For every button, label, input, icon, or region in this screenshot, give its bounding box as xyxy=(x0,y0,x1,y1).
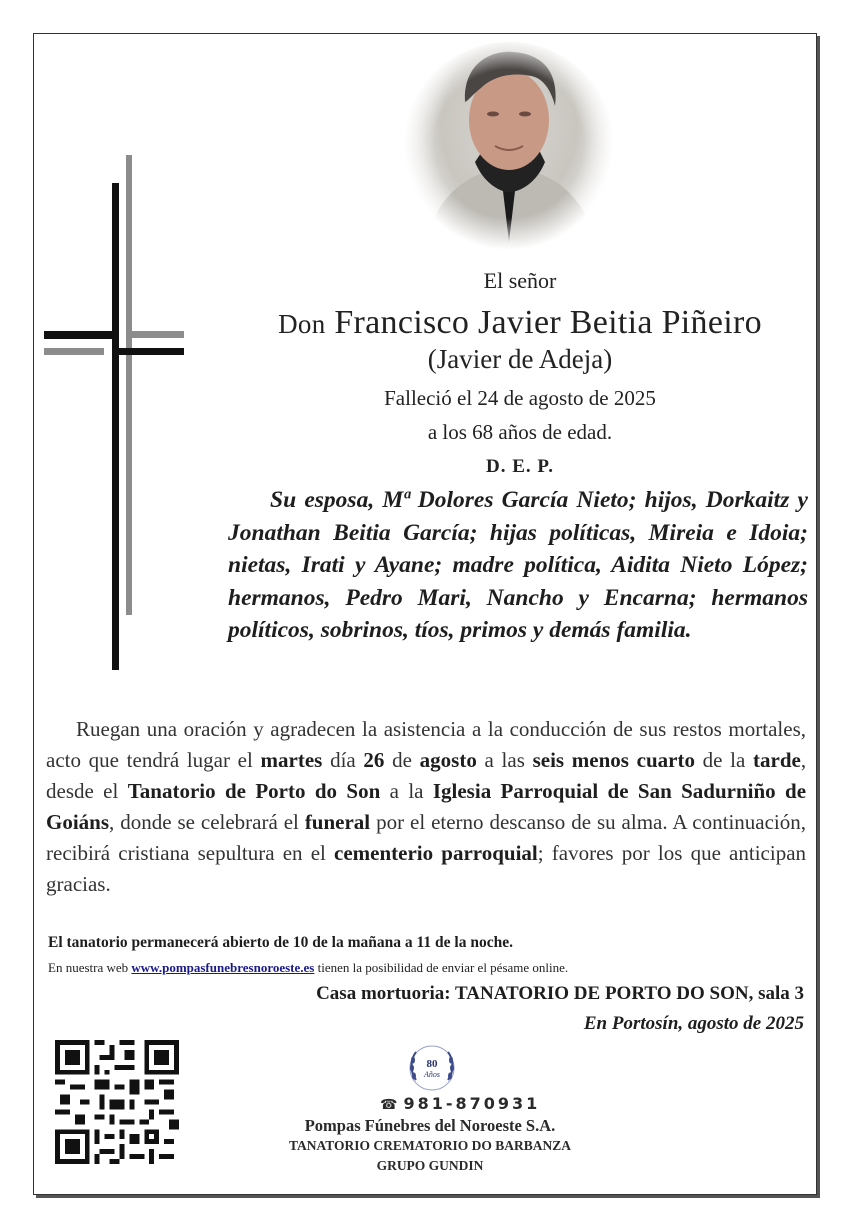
portrait-photo xyxy=(403,42,615,254)
ceremony-day: martes xyxy=(260,748,323,772)
cross-light-arm-right xyxy=(128,331,184,338)
body-text: Ruegan una oración y agradecen la asistencia a la conducción de sus restos mortales, acto que tendrá lugar el xyxy=(46,717,806,772)
cross-light-arm-left xyxy=(44,348,104,355)
ceremony-date-number: 26 xyxy=(363,748,385,772)
place-and-date: En Portosín, agosto de 2025 xyxy=(583,1013,804,1034)
web-suffix: tienen la posibilidad de enviar el pésame online. xyxy=(317,960,569,975)
contact-phone xyxy=(380,1094,540,1113)
ceremony-origin: Tanatorio de Porto do Son xyxy=(127,779,381,803)
body-text: día xyxy=(330,748,356,772)
body-text: a la xyxy=(389,779,424,803)
cross-dark-vertical xyxy=(112,183,119,670)
ceremony-month: agosto xyxy=(419,748,477,772)
website-link[interactable]: www.pompasfunebresnoroeste.es xyxy=(131,960,315,975)
body-text: , donde se celebrará el xyxy=(109,810,299,834)
company-group: GRUPO GUNDIN xyxy=(376,1158,484,1173)
cross-light-vertical xyxy=(126,155,132,615)
name-prefix: Don xyxy=(278,309,326,339)
anniversary-seal xyxy=(404,1040,460,1096)
qr-code[interactable] xyxy=(55,1040,179,1164)
body-text: por el eterno descanso de su alma. A continuación, recibirá cristiana sepultura en el xyxy=(46,810,807,865)
opening-hours: El tanatorio permanecerá abierto de 10 de la mañana a 11 de la noche. xyxy=(48,934,513,951)
web-prefix: En nuestra web xyxy=(48,960,129,975)
rip-abbreviation: D. E. P. xyxy=(485,456,554,477)
family-list: Su esposa, Mª Dolores García Nieto; hijos, Dorkaitz y Jonathan Beitia García; hijas políticas, Mireia e Idoia; nietas, Irati y Ayane; madre política, Aidita Nieto López; hermanos, Pedro Mari, Nancho y Encarna; hermanos políticos, sobrinos, tíos, primos y demás familia. xyxy=(228,487,808,643)
seal-word: Años xyxy=(424,1070,440,1079)
nickname: (Javier de Adeja) xyxy=(427,344,613,374)
ceremony-paragraph xyxy=(46,714,806,900)
cross-icon xyxy=(44,155,184,670)
death-date: Falleció el 24 de agosto de 2025 xyxy=(384,386,656,410)
body-text: , desde el xyxy=(46,748,807,803)
body-text: de xyxy=(392,748,412,772)
honorific: El señor xyxy=(483,268,557,293)
full-name: Francisco Javier Beitia Piñeiro xyxy=(334,304,762,341)
age-at-death: a los 68 años de edad. xyxy=(427,420,613,444)
ceremony-time: seis menos cuarto xyxy=(532,748,695,772)
body-text: ; favores por los que anticipan gracias. xyxy=(46,841,807,896)
web-notice xyxy=(48,960,568,976)
company-subtitle: TANATORIO CREMATORIO DO BARBANZA xyxy=(289,1138,571,1153)
cross-dark-arm-left xyxy=(44,331,116,339)
deceased-name xyxy=(220,304,820,342)
ceremony-part-of-day: tarde xyxy=(753,748,801,772)
phone-icon: ☎ xyxy=(380,1097,398,1113)
phone-number: 981-870931 xyxy=(403,1094,541,1113)
cross-dark-arm-right xyxy=(116,348,184,355)
funeral-word: funeral xyxy=(304,810,371,834)
ceremony-church: Iglesia Parroquial de San Sadurniño de Goiáns xyxy=(46,779,807,834)
seal-number: 80 xyxy=(426,1058,438,1070)
cemetery-name: cementerio parroquial xyxy=(334,841,538,865)
funeral-home: Casa mortuoria: TANATORIO DE PORTO DO SON, sala 3 xyxy=(316,983,804,1004)
company-name: Pompas Fúnebres del Noroeste S.A. xyxy=(304,1116,556,1135)
body-text: a las xyxy=(484,748,525,772)
body-text: de la xyxy=(702,748,746,772)
